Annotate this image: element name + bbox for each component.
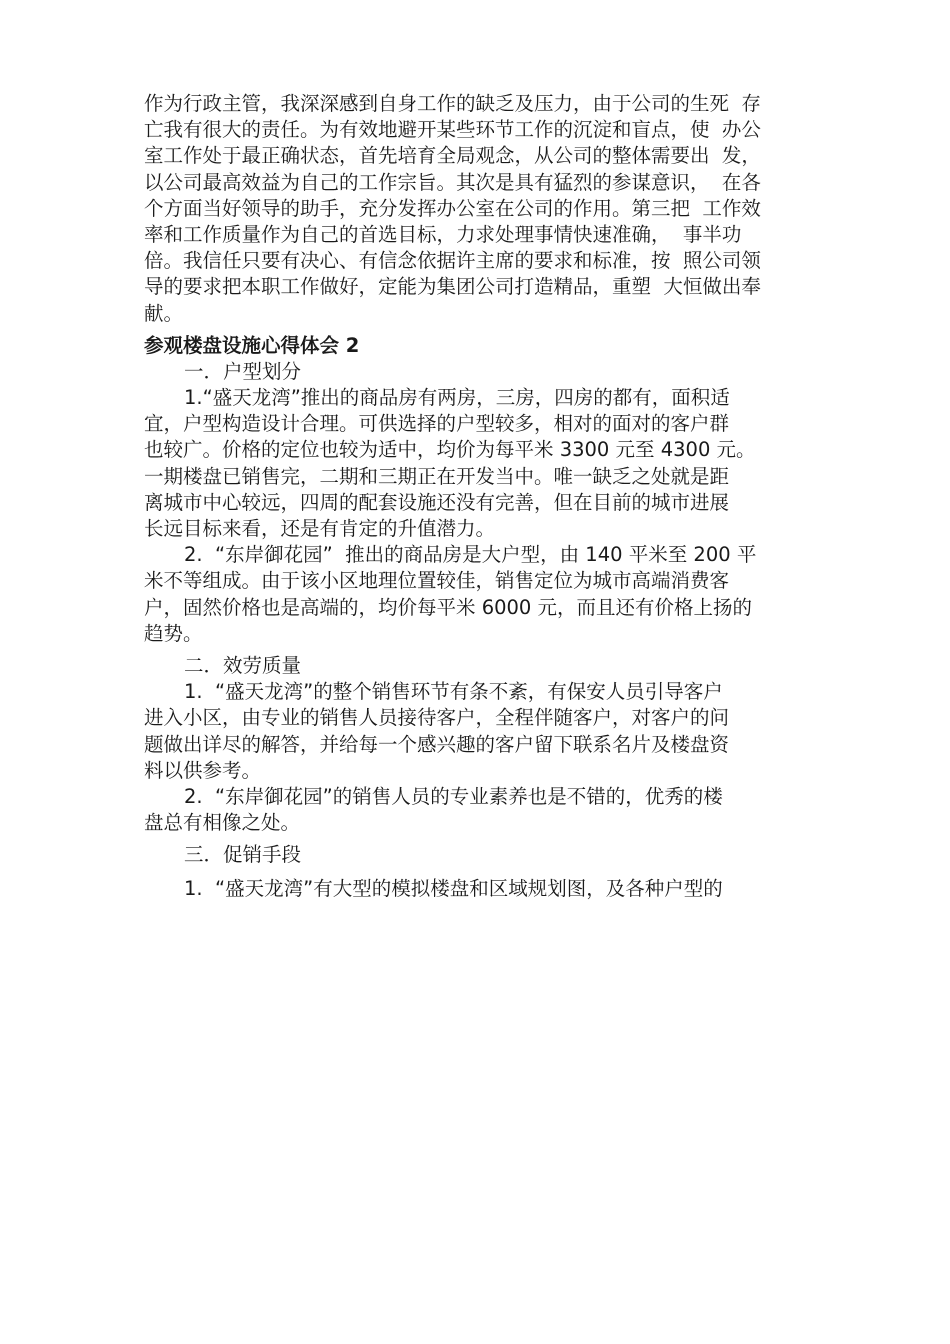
text-line: 盘总有相像之处。 <box>144 811 301 835</box>
text-line: 以公司最高效益为自己的工作宗旨。其次是具有猛烈的参谋意识， 在各 <box>144 170 761 194</box>
text-line: 题做出详尽的解答，并给每一个感兴趣的客户留下联系名片及楼盘资 <box>144 732 730 756</box>
text-line: 米不等组成。由于该小区地理位置较佳，销售定位为城市高端消费客 <box>144 569 730 593</box>
text-line: 长远目标来看，还是有肯定的升值潜力。 <box>144 517 496 540</box>
article-title: 参观楼盘设施心得体会 2 <box>144 333 360 357</box>
text-line: 个方面当好领导的助手，充分发挥办公室在公司的作用。第三把 工作效 <box>144 196 761 220</box>
text-line: 离城市中心较远，四周的配套设施还没有完善，但在目前的城市进展 <box>144 490 730 514</box>
text-line: 进入小区，由专业的销售人员接待客户，全程伴随客户，对客户的问 <box>144 706 730 730</box>
section3-item1-paragraph <box>144 876 812 902</box>
document-body <box>144 91 812 903</box>
intro-paragraph <box>144 91 812 327</box>
text-line: 宜，户型构造设计合理。可供选择的户型较多，相对的面对的客户群 <box>144 412 730 436</box>
text-line: 亡我有很大的责任。为有效地避开某些环节工作的沉淀和盲点，使 办公 <box>144 118 761 142</box>
text-line: 料以供参考。 <box>144 758 262 782</box>
section2-item2-paragraph <box>144 784 812 836</box>
text-line: 献。 <box>144 301 184 325</box>
text-line: 率和工作质量作为自己的首选目标，力求处理事情快速准确， 事半功 <box>144 222 742 246</box>
text-line: 也较广。价格的定位也较为适中，均价为每平米 3300 元至 4300 元。 <box>144 438 756 462</box>
text-line: 一期楼盘已销售完，二期和三期正在开发当中。唯一缺乏之处就是距 <box>144 464 730 488</box>
section-heading: 二．效劳质量 <box>184 653 302 677</box>
text-line: 倍。我信任只要有决心、有信念依据许主席的要求和标准，按 照公司领 <box>144 249 761 273</box>
text-line: 导的要求把本职工作做好，定能为集团公司打造精品，重塑 大恒做出奉 <box>144 275 761 299</box>
text-line: 户，固然价格也是高端的，均价每平米 6000 元，而且还有价格上扬的 <box>144 595 753 619</box>
text-line: 1. “盛天龙湾”的整个销售环节有条不紊，有保安人员引导客户 <box>184 680 723 704</box>
section-heading: 一．户型划分 <box>184 359 302 383</box>
section1-item1-paragraph <box>144 385 812 542</box>
text-line: 2. “东岸御花园” 推出的商品房是大户型，由 140 平米至 200 平 <box>184 543 757 567</box>
text-line: 趋势。 <box>144 621 203 645</box>
section1-item2-paragraph <box>144 542 812 647</box>
section2-item1-paragraph <box>144 679 812 784</box>
text-line: 2. “东岸御花园”的销售人员的专业素养也是不错的，优秀的楼 <box>184 784 723 808</box>
text-line: 1.“盛天龙湾”推出的商品房有两房，三房，四房的都有，面积适 <box>184 386 730 410</box>
text-line: 室工作处于最正确状态，首先培育全局观念，从公司的整体需要出 发， <box>144 144 761 168</box>
text-line: 作为行政主管，我深深感到自身工作的缺乏及压力，由于公司的生死 存 <box>144 92 761 115</box>
text-line: 1. “盛天龙湾”有大型的模拟楼盘和区域规划图，及各种户型的 <box>184 877 723 901</box>
section-heading: 三．促销手段 <box>184 843 302 867</box>
